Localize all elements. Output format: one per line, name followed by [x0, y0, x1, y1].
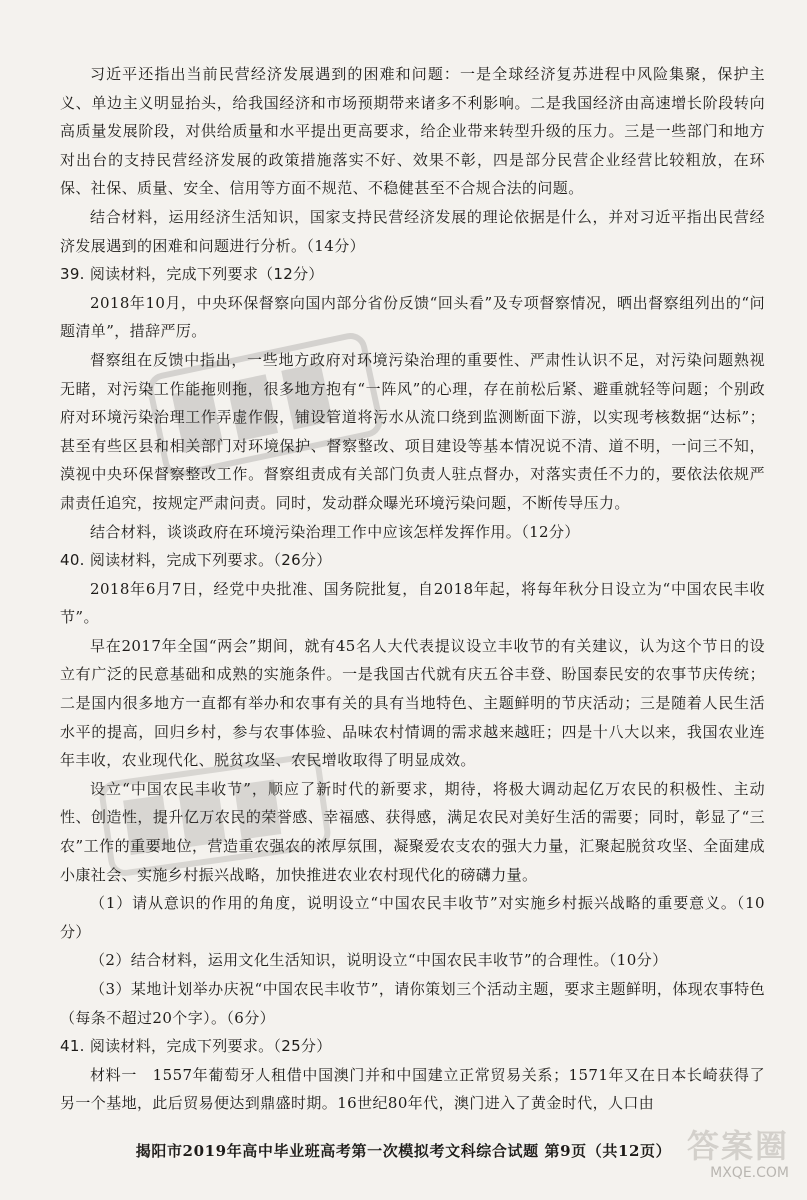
q40-subquestion-3: （3）某地计划举办庆祝“中国农民丰收节”，请你策划三个活动主题，要求主题鲜明，体现农事特色（每条不超过20个字）。（6分）: [60, 980, 765, 1027]
q41-material-1: 材料一 1557年葡萄牙人租借中国澳门并和中国建立正常贸易关系；1571年又在日本长崎获得了另一个基地，此后贸易便达到鼎盛时期。16世纪80年代，澳门进入了黄金时代，人口由: [60, 1065, 765, 1113]
q39-material-paragraph-2: 督察组在反馈中指出，一些地方政府对环境污染治理的重要性、严肃性认识不足，对污染问题熟视无睹，对污染工作能拖则拖，很多地方抱有“一阵风”的心理，存在前松后紧、避重就轻等问题；个别政府对环境污染治理工作弄虚作假，铺设管道将污水从流口绕到监测断面下游，以实现考核数据“达标”；甚至有些区县和相关部门对环境保护、督察整改、项目建设等基本情况说不清、道不明，一问三不知，漠视中央环保督察整改工作。督察组责成有关部门负责人驻点督办，对落实责任不力的，要依法依规严肃责任追究，按规定严肃问责。同时，发动群众曝光环境污染问题，不断传导压力。: [60, 350, 765, 512]
q40-material-paragraph-2: 早在2017年全国“两会”期间，就有45名人大代表提议设立丰收节的有关建议，认为这个节日的设立有广泛的民意基础和成熟的实施条件。一是我国古代就有庆五谷丰登、盼国泰民安的农事节庆传统；二是国内很多地方一直都有举办和农事有关的具有当地特色、主题鲜明的节庆活动；三是随着人民生活水平的提高，回归乡村，参与农事体验、品味农村情调的需求越来越旺；四是十八大以来，我国农业连年丰收，农业现代化、脱贫攻坚、农民增收取得了明显成效。: [60, 636, 765, 770]
q39-material-paragraph-1: 2018年10月，中央环保督察向国内部分省份反馈“回头看”及专项督察情况，晒出督察组列出的“问题清单”，措辞严厉。: [60, 293, 765, 341]
material-paragraph: 习近平还指出当前民营经济发展遇到的困难和问题：一是全球经济复苏进程中风险集聚，保护主义、单边主义明显抬头，给我国经济和市场预期带来诸多不利影响。二是我国经济由高速增长阶段转向高质量发展阶段，对供给质量和水平提出更高要求，给企业带来转型升级的压力。三是一些部门和地方对出台的支持民营经济发展的政策措施落实不好、效果不彰，四是部分民营企业经营比较粗放，在环保、社保、质量、安全、信用等方面不规范、不稳健甚至不合规合法的问题。: [60, 65, 765, 198]
watermark-url: MXQE.COM: [710, 1165, 789, 1181]
question-39-title: 39. 阅读材料，完成下列要求（12分）: [60, 265, 324, 284]
q40-material-paragraph-1: 2018年6月7日，经党中央批准、国务院批复，自2018年起，将每年秋分日设立为“中国农民丰收节”。: [60, 579, 765, 627]
watermark-logo-text: 答案圈: [686, 1127, 789, 1165]
q40-subquestion-1: （1）请从意识的作用的角度，说明设立“中国农民丰收节”对实施乡村振兴战略的重要意义。（10分）: [60, 894, 765, 941]
question-40-title: 40. 阅读材料，完成下列要求。（26分）: [60, 551, 332, 570]
page-footer: 揭阳市2019年高中毕业班高考第一次模拟考文科综合试题 第9页（共12页）: [135, 1142, 672, 1160]
question-38-prompt: 结合材料，运用经济生活知识，国家支持民营经济发展的理论依据是什么，并对习近平指出民营经济发展遇到的困难和问题进行分析。（14分）: [60, 207, 765, 255]
q40-subquestion-2: （2）结合材料，运用文化生活知识，说明设立“中国农民丰收节”的合理性。（10分）: [90, 951, 668, 970]
q40-material-paragraph-3: 设立“中国农民丰收节”，顺应了新时代的新要求，期待，将极大调动起亿万农民的积极性、主动性、创造性，提升亿万农民的荣誉感、幸福感、获得感，满足农民对美好生活的需要；同时，彰显了“三农”工作的重要地位，营造重农强农的浓厚氛围，凝聚爱农支农的强大力量，汇聚起脱贫攻坚、全面建成小康社会、实施乡村振兴战略，加快推进农业农村现代化的磅礴力量。: [60, 779, 765, 884]
question-41-title: 41. 阅读材料，完成下列要求。（25分）: [60, 1037, 332, 1056]
site-watermark: [687, 1128, 789, 1182]
q39-prompt: 结合材料，谈谈政府在环境污染治理工作中应该怎样发挥作用。（12分）: [90, 522, 580, 541]
